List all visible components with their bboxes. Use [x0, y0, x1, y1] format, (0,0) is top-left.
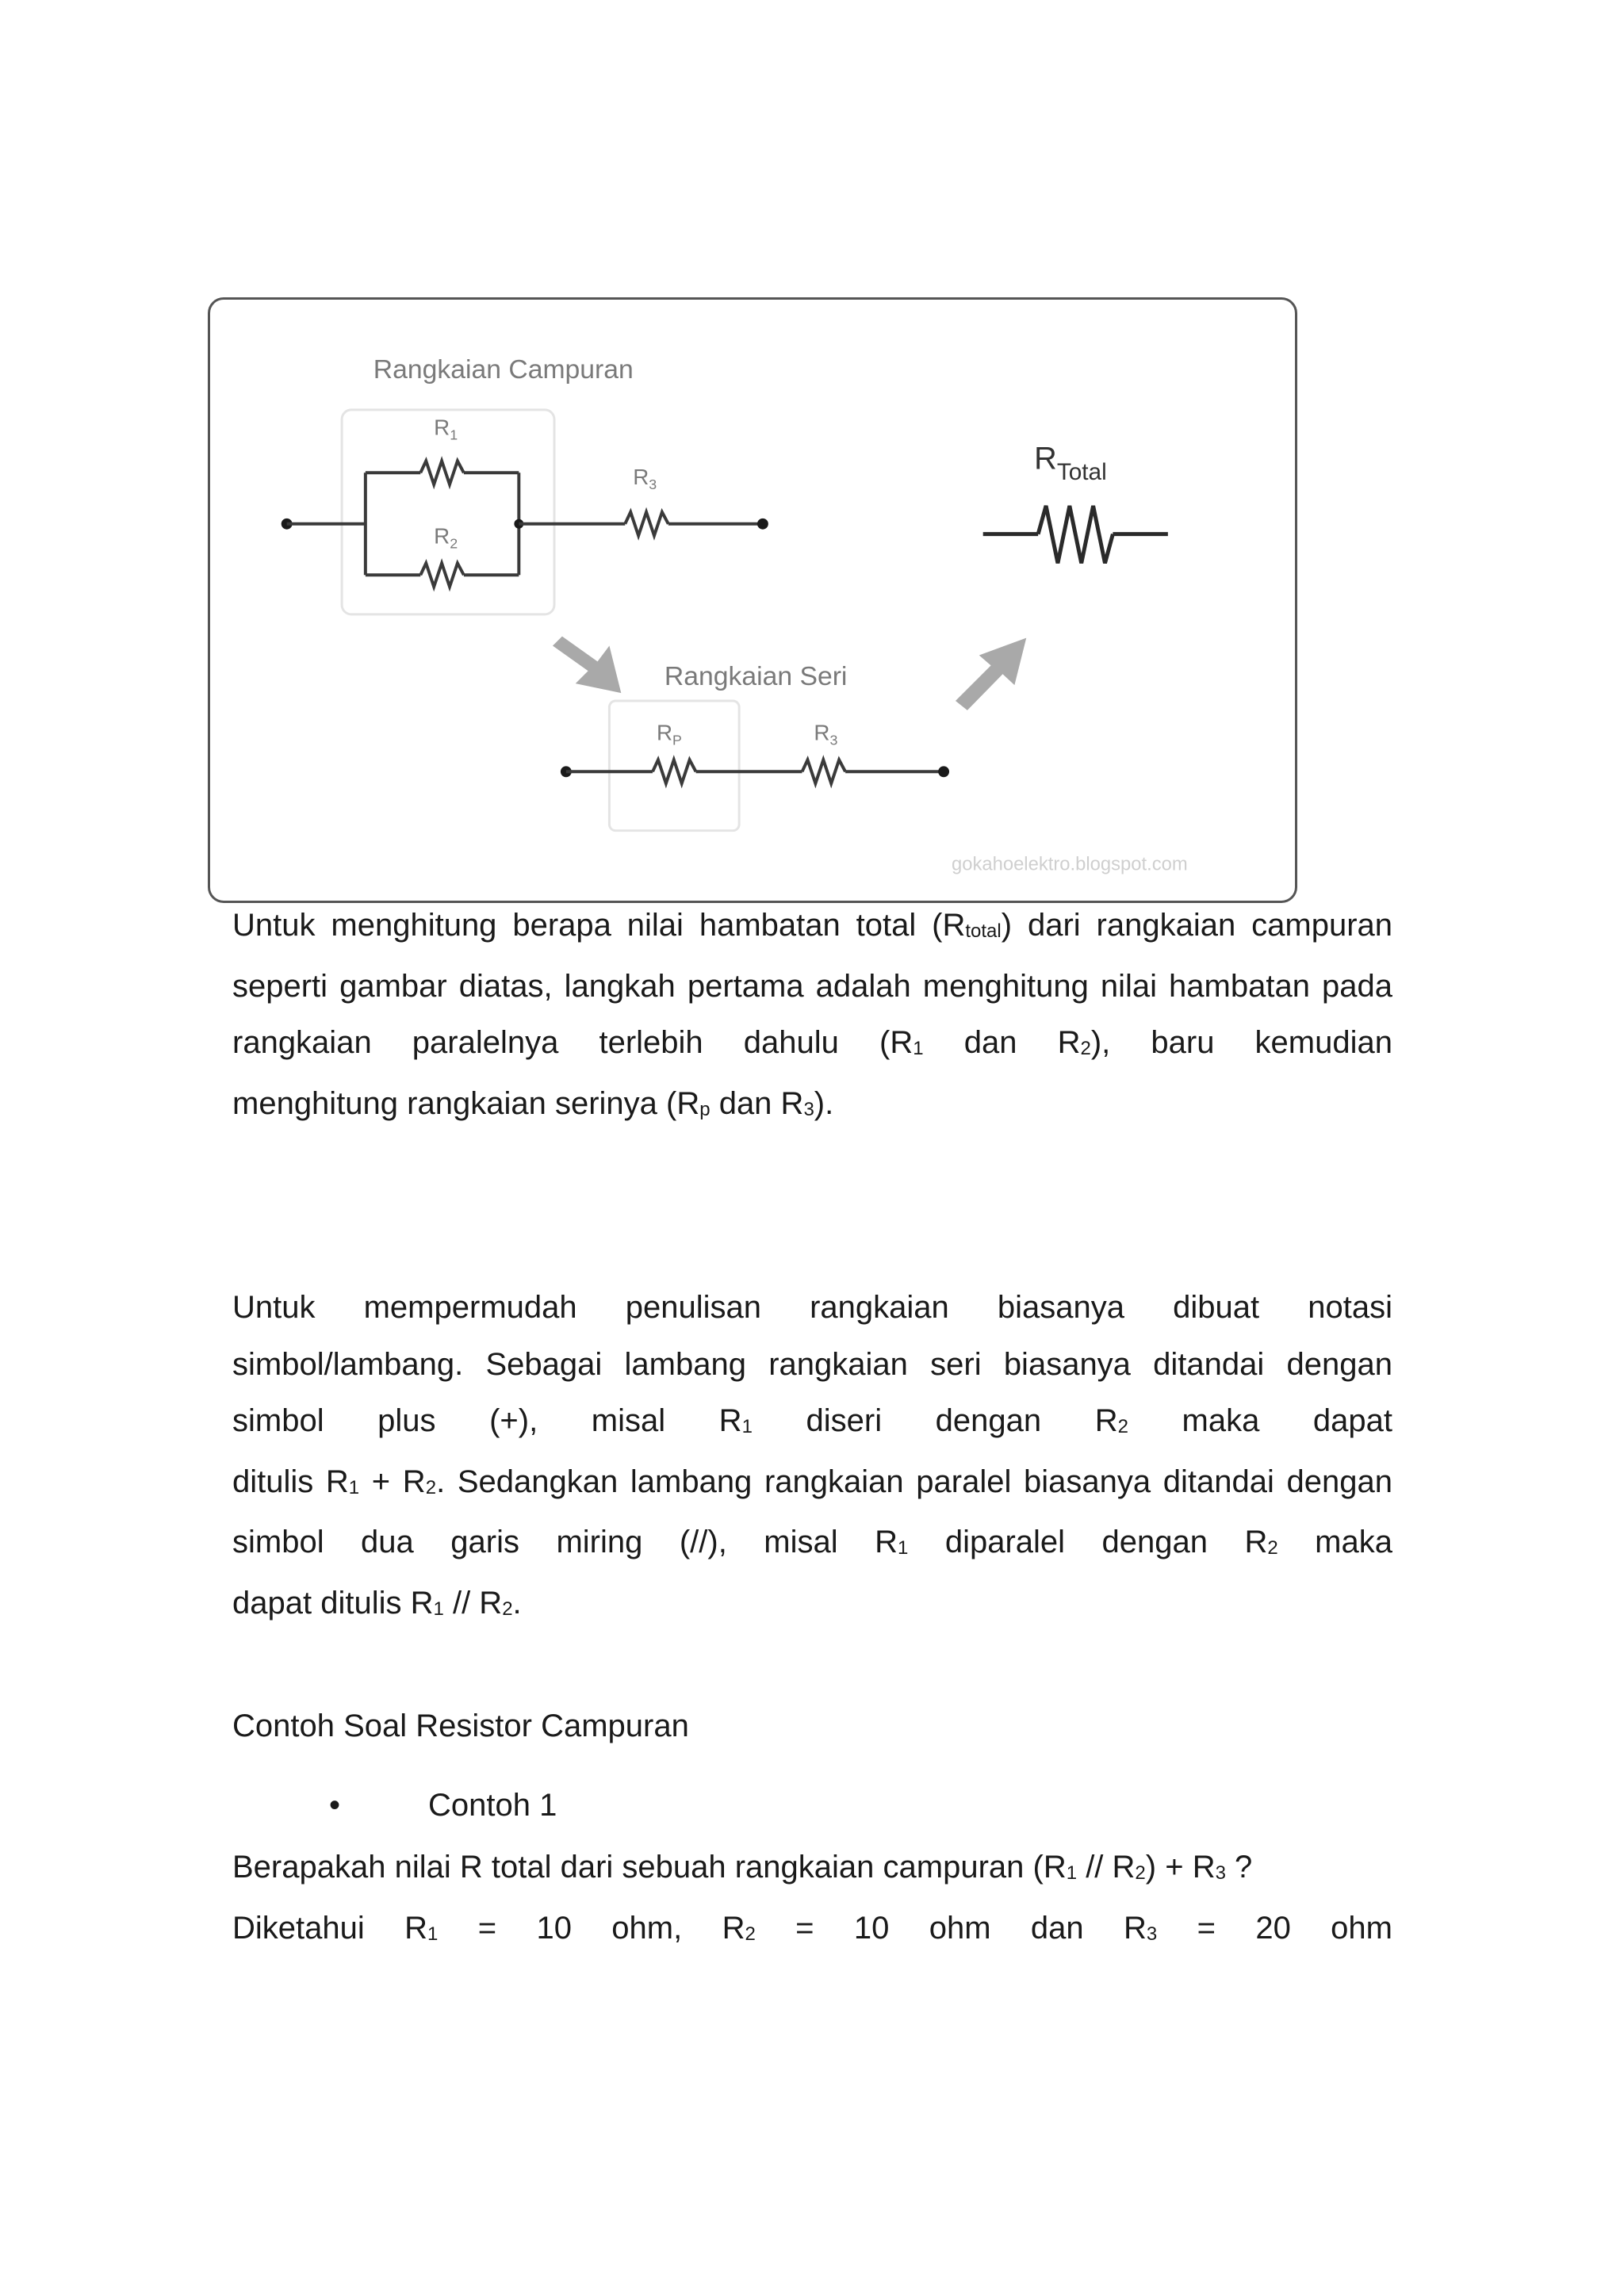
resistor-r3b — [802, 760, 846, 783]
arrow-down-icon — [553, 637, 621, 693]
p2-line-3: simbol plus (+), misal $R_1$ diseri dengan $R_2$ maka dapat — [232, 1403, 1392, 1438]
node-right — [757, 519, 768, 530]
p2-line-4: ditulis $R_1 + R_2$. Sedangkan lambang rangkaian paralel biasanya ditandai dengan — [232, 1464, 1392, 1499]
p2-line-5: simbol dua garis miring (//), misal $R_1$ diparalel dengan $R_2$ maka — [232, 1525, 1392, 1559]
svg-text:RP: $R_P$ — [656, 720, 682, 748]
watermark: gokahoelektro.blogspot.com — [952, 853, 1188, 875]
title-campuran: Rangkaian Campuran — [373, 354, 634, 385]
circuit-figure — [208, 297, 1297, 903]
p1-line-2: seperti gambar diatas, langkah pertama adalah menghitung nilai hambatan pada — [232, 968, 1392, 1004]
p1-line-1: Untuk menghitung berapa nilai hambatan total $(R_{total})$ dari rangkaian campuran — [232, 908, 1393, 943]
circuit-diagram — [210, 300, 1295, 901]
resistor-r1 — [420, 461, 464, 484]
resistor-rp — [653, 760, 696, 783]
example-question: Berapakah nilai R total dari sebuah rangkaian campuran $(R_1 // R_2) + R_3$ ? — [232, 1850, 1253, 1885]
bullet-dot-icon: • — [329, 1788, 341, 1823]
paragraph-2 — [232, 1280, 1392, 1636]
title-seri: Rangkaian Seri — [664, 661, 848, 692]
p2-line-6: dapat ditulis $R_1 // R_2$. — [232, 1585, 522, 1621]
paragraph-1 — [232, 897, 1392, 1136]
section-heading: Contoh Soal Resistor Campuran — [232, 1709, 689, 1743]
svg-text:R2: $R_2$ — [434, 523, 458, 552]
label-rtotal: $R_{Total}$ — [1034, 441, 1107, 486]
bullet-label: Contoh 1 — [428, 1788, 557, 1823]
svg-text:R3: $R_3$ — [814, 720, 838, 748]
example-given: Diketahui $R_1 = 10$ ohm, $R_2 = 10$ ohm dan $R_3 = 20$ ohm — [232, 1910, 1392, 1946]
svg-text:R1: $R_1$ — [434, 415, 458, 443]
p1-line-3: rangkaian paralelnya terlebih dahulu ($R_1$ dan $R_2$), baru kemudian — [232, 1025, 1392, 1060]
p2-line-2: simbol/lambang. Sebagai lambang rangkaian seri biasanya ditandai dengan — [232, 1346, 1392, 1382]
example-block — [232, 1839, 1392, 1961]
svg-text:R3: $R_3$ — [633, 465, 657, 493]
resistor-rtotal — [1038, 506, 1113, 563]
p1-line-4: menghitung rangkaian serinya ($R_p$ dan $R_3$). — [232, 1085, 834, 1121]
resistor-r3a — [625, 512, 668, 536]
resistor-r2 — [420, 563, 464, 587]
arrow-up-icon — [956, 638, 1026, 710]
p2-line-1: Untuk mempermudah penulisan rangkaian biasanya dibuat notasi — [232, 1290, 1392, 1325]
